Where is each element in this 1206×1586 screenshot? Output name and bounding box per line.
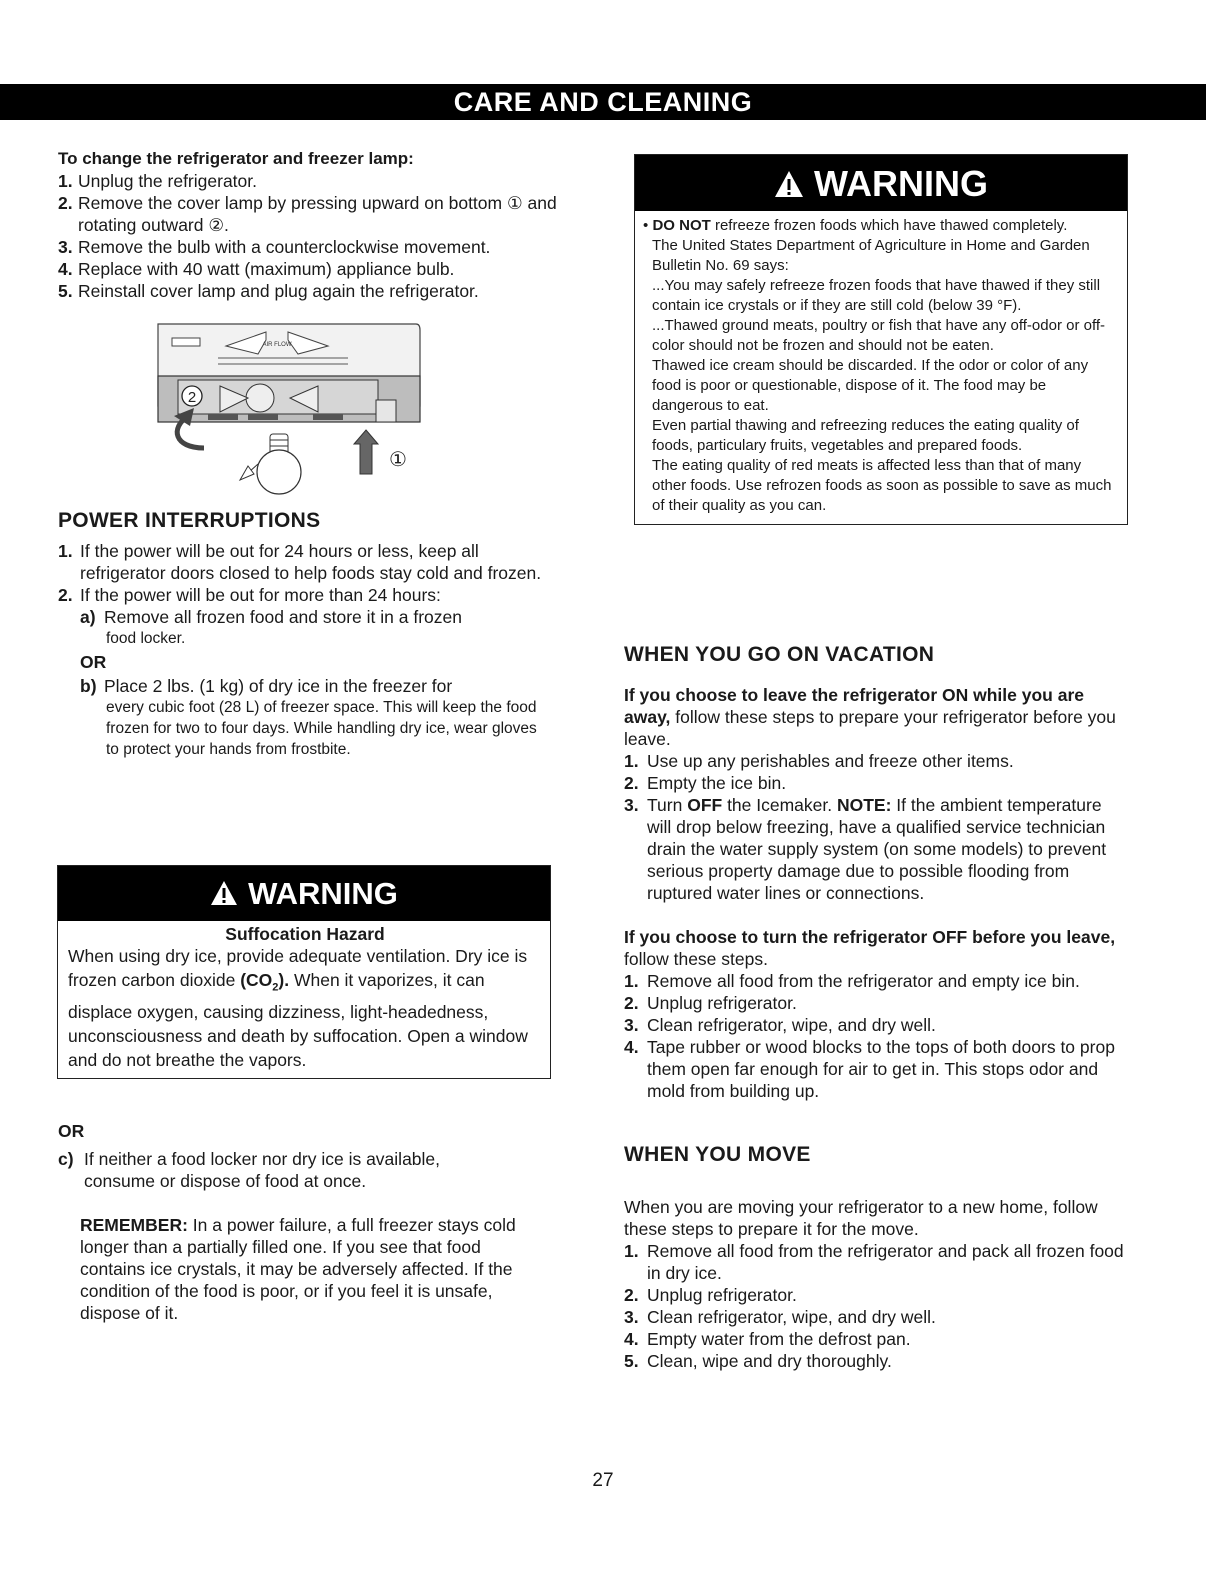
- list-item: 5. Reinstall cover lamp and plug again the refrigerator.: [58, 281, 479, 301]
- warning-paragraph: The United States Department of Agriculture in Home and Garden Bulletin No. 69 says:: [652, 237, 1090, 274]
- vacation-section: [624, 642, 1124, 1372]
- warning-paragraph: Even partial thawing and refreezing reduces the eating quality of foods, particulary fruits, vegetables and prepared foods.: [652, 417, 1079, 454]
- remember-note: REMEMBER: In a power failure, a full freezer stays cold longer than a partially filled one. If you see that food contains ice crystals, it may be adversely affected. If the condition of the food is poor, or if you feel it is unsafe, dispose of it.: [80, 1215, 516, 1323]
- move-heading: WHEN YOU MOVE: [624, 1143, 811, 1166]
- vacation-off-steps: [624, 970, 1124, 1102]
- list-item: 3. Clean refrigerator, wipe, and dry well.: [624, 1307, 936, 1327]
- section-header-bar: [0, 84, 1206, 120]
- warning-triangle-icon: [210, 868, 238, 924]
- list-item: a) Remove all frozen food and store it in a frozen food locker.: [80, 607, 462, 647]
- vacation-on-intro: If you choose to leave the refrigerator ON while you are away, follow these steps to prepare your refrigerator before you leave.: [624, 685, 1116, 749]
- warning-paragraph: Thawed ice cream should be discarded. If the odor or color of any food is poor or questionable, dispose of it. The food may be dangerous to eat.: [652, 357, 1089, 414]
- power-interruptions-heading: POWER INTERRUPTIONS: [58, 509, 321, 532]
- warning-body: [58, 921, 550, 1078]
- list-item: 1. Use up any perishables and freeze other items.: [624, 751, 1014, 771]
- warning-triangle-icon: [774, 157, 804, 215]
- warning-title: Suffocation Hazard: [225, 924, 385, 944]
- warning-bullet-line: • DO NOT refreeze frozen foods which have thawed completely.: [643, 217, 1068, 234]
- diagram-marker-1: ①: [389, 447, 407, 471]
- vacation-heading: WHEN YOU GO ON VACATION: [624, 643, 935, 666]
- list-item: 1. Unplug the refrigerator.: [58, 171, 257, 191]
- list-item: 1. If the power will be out for 24 hours or less, keep all refrigerator doors closed to help foods stay cold and frozen.: [58, 541, 542, 583]
- warning-body: [635, 211, 1127, 524]
- lamp-steps-list: [58, 170, 558, 302]
- list-item: 2. If the power will be out for more than 24 hours:: [58, 585, 441, 605]
- page-number: 27: [592, 1470, 614, 1491]
- warning-label: WARNING: [814, 163, 988, 204]
- list-item: 3. Clean refrigerator, wipe, and dry well.: [624, 1015, 936, 1035]
- section-title: CARE AND CLEANING: [453, 87, 753, 117]
- list-item: 2. Unplug refrigerator.: [624, 1285, 797, 1305]
- vacation-off-intro: If you choose to turn the refrigerator OFF before you leave, follow these steps.: [624, 927, 1116, 969]
- warning-paragraph: ...Thawed ground meats, poultry or fish that have any off-odor or off-color should not be frozen and should not be eaten.: [652, 317, 1106, 354]
- warning-paragraph: ...You may safely refreeze frozen foods that have thawed if they still contain ice crystals or if they are still cold (below 39 °F).: [652, 277, 1101, 314]
- diagram-marker-2: 2: [187, 389, 197, 406]
- list-item: 2. Empty the ice bin.: [624, 773, 787, 793]
- list-item: 1. Remove all food from the refrigerator and empty ice bin.: [624, 971, 1080, 991]
- suffocation-warning-box: [57, 865, 551, 1079]
- lamp-change-title: To change the refrigerator and freezer lamp:: [58, 149, 414, 168]
- list-item: 4. Replace with 40 watt (maximum) appliance bulb.: [58, 259, 455, 279]
- list-item: 3. Turn OFF the Icemaker. NOTE: If the ambient temperature will drop below freezing, have a qualified service technician drain the water supply system (on some models) to prevent serious property damage due to possible flooding from ruptured water lines or connections.: [624, 795, 1107, 903]
- warning-header: [635, 155, 1127, 211]
- list-item: 2. Unplug refrigerator.: [624, 993, 797, 1013]
- left-lower-block: [58, 1120, 558, 1324]
- or-label: OR: [58, 1121, 85, 1141]
- warning-paragraph: The eating quality of red meats is affected less than that of many other foods. Use refrozen foods as soon as possible to save as much of their quality as you can.: [652, 457, 1112, 514]
- list-item: 5. Clean, wipe and dry thoroughly.: [624, 1351, 892, 1371]
- left-column: [58, 148, 558, 760]
- lamp-cover-diagram: [148, 316, 428, 522]
- or-label: OR: [80, 652, 107, 672]
- airflow-label: AIR FLOW: [262, 342, 292, 348]
- warning-label: WARNING: [248, 876, 398, 911]
- list-item: 2. Remove the cover lamp by pressing upward on bottom ① and rotating outward ②.: [58, 193, 557, 235]
- list-item: 3. Remove the bulb with a counterclockwise movement.: [58, 237, 491, 257]
- list-item: b) Place 2 lbs. (1 kg) of dry ice in the freezer for every cubic foot (28 L) of freezer space. This will keep the food frozen for two to four days. While handling dry ice, wear gloves to protect your hands from frostbite.: [80, 676, 537, 758]
- list-item: 1. Remove all food from the refrigerator and pack all frozen food in dry ice.: [624, 1241, 1124, 1283]
- lamp-illustration: [148, 316, 428, 522]
- vacation-on-steps: [624, 750, 1124, 904]
- move-intro: When you are moving your refrigerator to a new home, follow these steps to prepare it for the move.: [624, 1197, 1098, 1239]
- warning-header: [58, 866, 550, 921]
- refreeze-warning-box: [634, 154, 1128, 525]
- power-interruptions-list: [58, 540, 558, 760]
- list-item: 4. Tape rubber or wood blocks to the tops of both doors to prop them open far enough for air to get in. This stops odor and mold from building up.: [624, 1037, 1115, 1101]
- list-item: c) If neither a food locker nor dry ice is available, consume or dispose of food at once.: [58, 1149, 441, 1191]
- move-steps: [624, 1240, 1124, 1372]
- list-item: 4. Empty water from the defrost pan.: [624, 1329, 911, 1349]
- warning-text: When using dry ice, provide adequate ventilation. Dry ice is frozen carbon dioxide $(CO_2)$. When it vaporizes, it can displace oxygen, causing dizziness, light-headedness, unconsciousness and death by suffocation. Open a window and do not breathe the vapors.: [68, 946, 528, 1070]
